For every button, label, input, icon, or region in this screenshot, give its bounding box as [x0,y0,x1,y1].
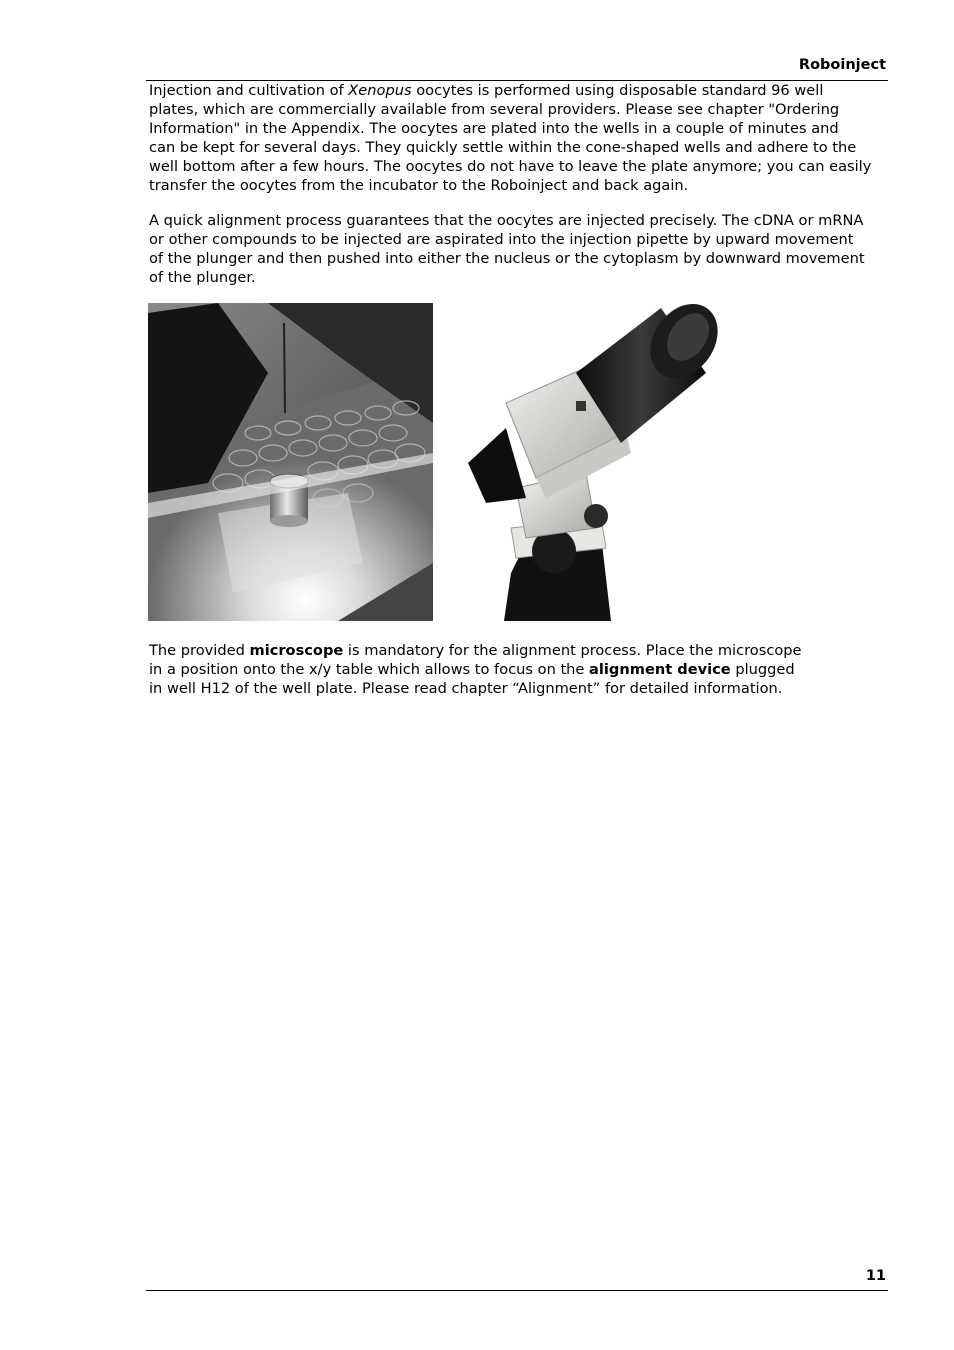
well-plate-photo [148,303,433,621]
paragraph-line: transfer the oocytes from the incubator to the Roboinject and back again. [149,177,689,194]
paragraph-line: A quick alignment process guarantees that the oocytes are injected precisely. The cDNA or mRNA [149,212,864,229]
paragraph-line: in a position onto the x/y table which allows to focus on the alignment device plugged [149,661,795,678]
paragraph-line: plates, which are commercially available from several providers. Please see chapter "Ordering [149,101,840,118]
paragraph-line: can be kept for several days. They quickly settle within the cone-shaped wells and adhere to the [149,139,857,156]
paragraph-line: of the plunger. [149,269,256,286]
paragraph-line: of the plunger and then pushed into either the nucleus or the cytoplasm by downward movement [149,250,865,267]
paragraph-line: well bottom after a few hours. The oocytes do not have to leave the plate anymore; you can easily [149,158,872,175]
paragraph-microscope [149,641,802,698]
paragraph-line: Information" in the Appendix. The oocytes are plated into the wells in a couple of minutes and [149,120,839,137]
term-microscope: microscope [249,642,344,659]
species-name: Xenopus [348,82,412,99]
microscope-photo [466,303,720,621]
paragraph-alignment [149,211,865,287]
paragraph-line: The provided microscope is mandatory for the alignment process. Place the microscope [149,642,802,659]
page-number: 11 [865,1268,886,1284]
paragraph-line: Injection and cultivation of Xenopus oocytes is performed using disposable standard 96 well [149,82,824,99]
footer-rule [146,1290,888,1291]
paragraph-line: or other compounds to be injected are aspirated into the injection pipette by upward movement [149,231,854,248]
paragraph-intro [149,81,871,195]
term-alignment-device: alignment device [589,661,731,678]
running-header-title: Roboinject [798,57,886,73]
paragraph-line: in well H12 of the well plate. Please read chapter “Alignment” for detailed information. [149,680,783,697]
